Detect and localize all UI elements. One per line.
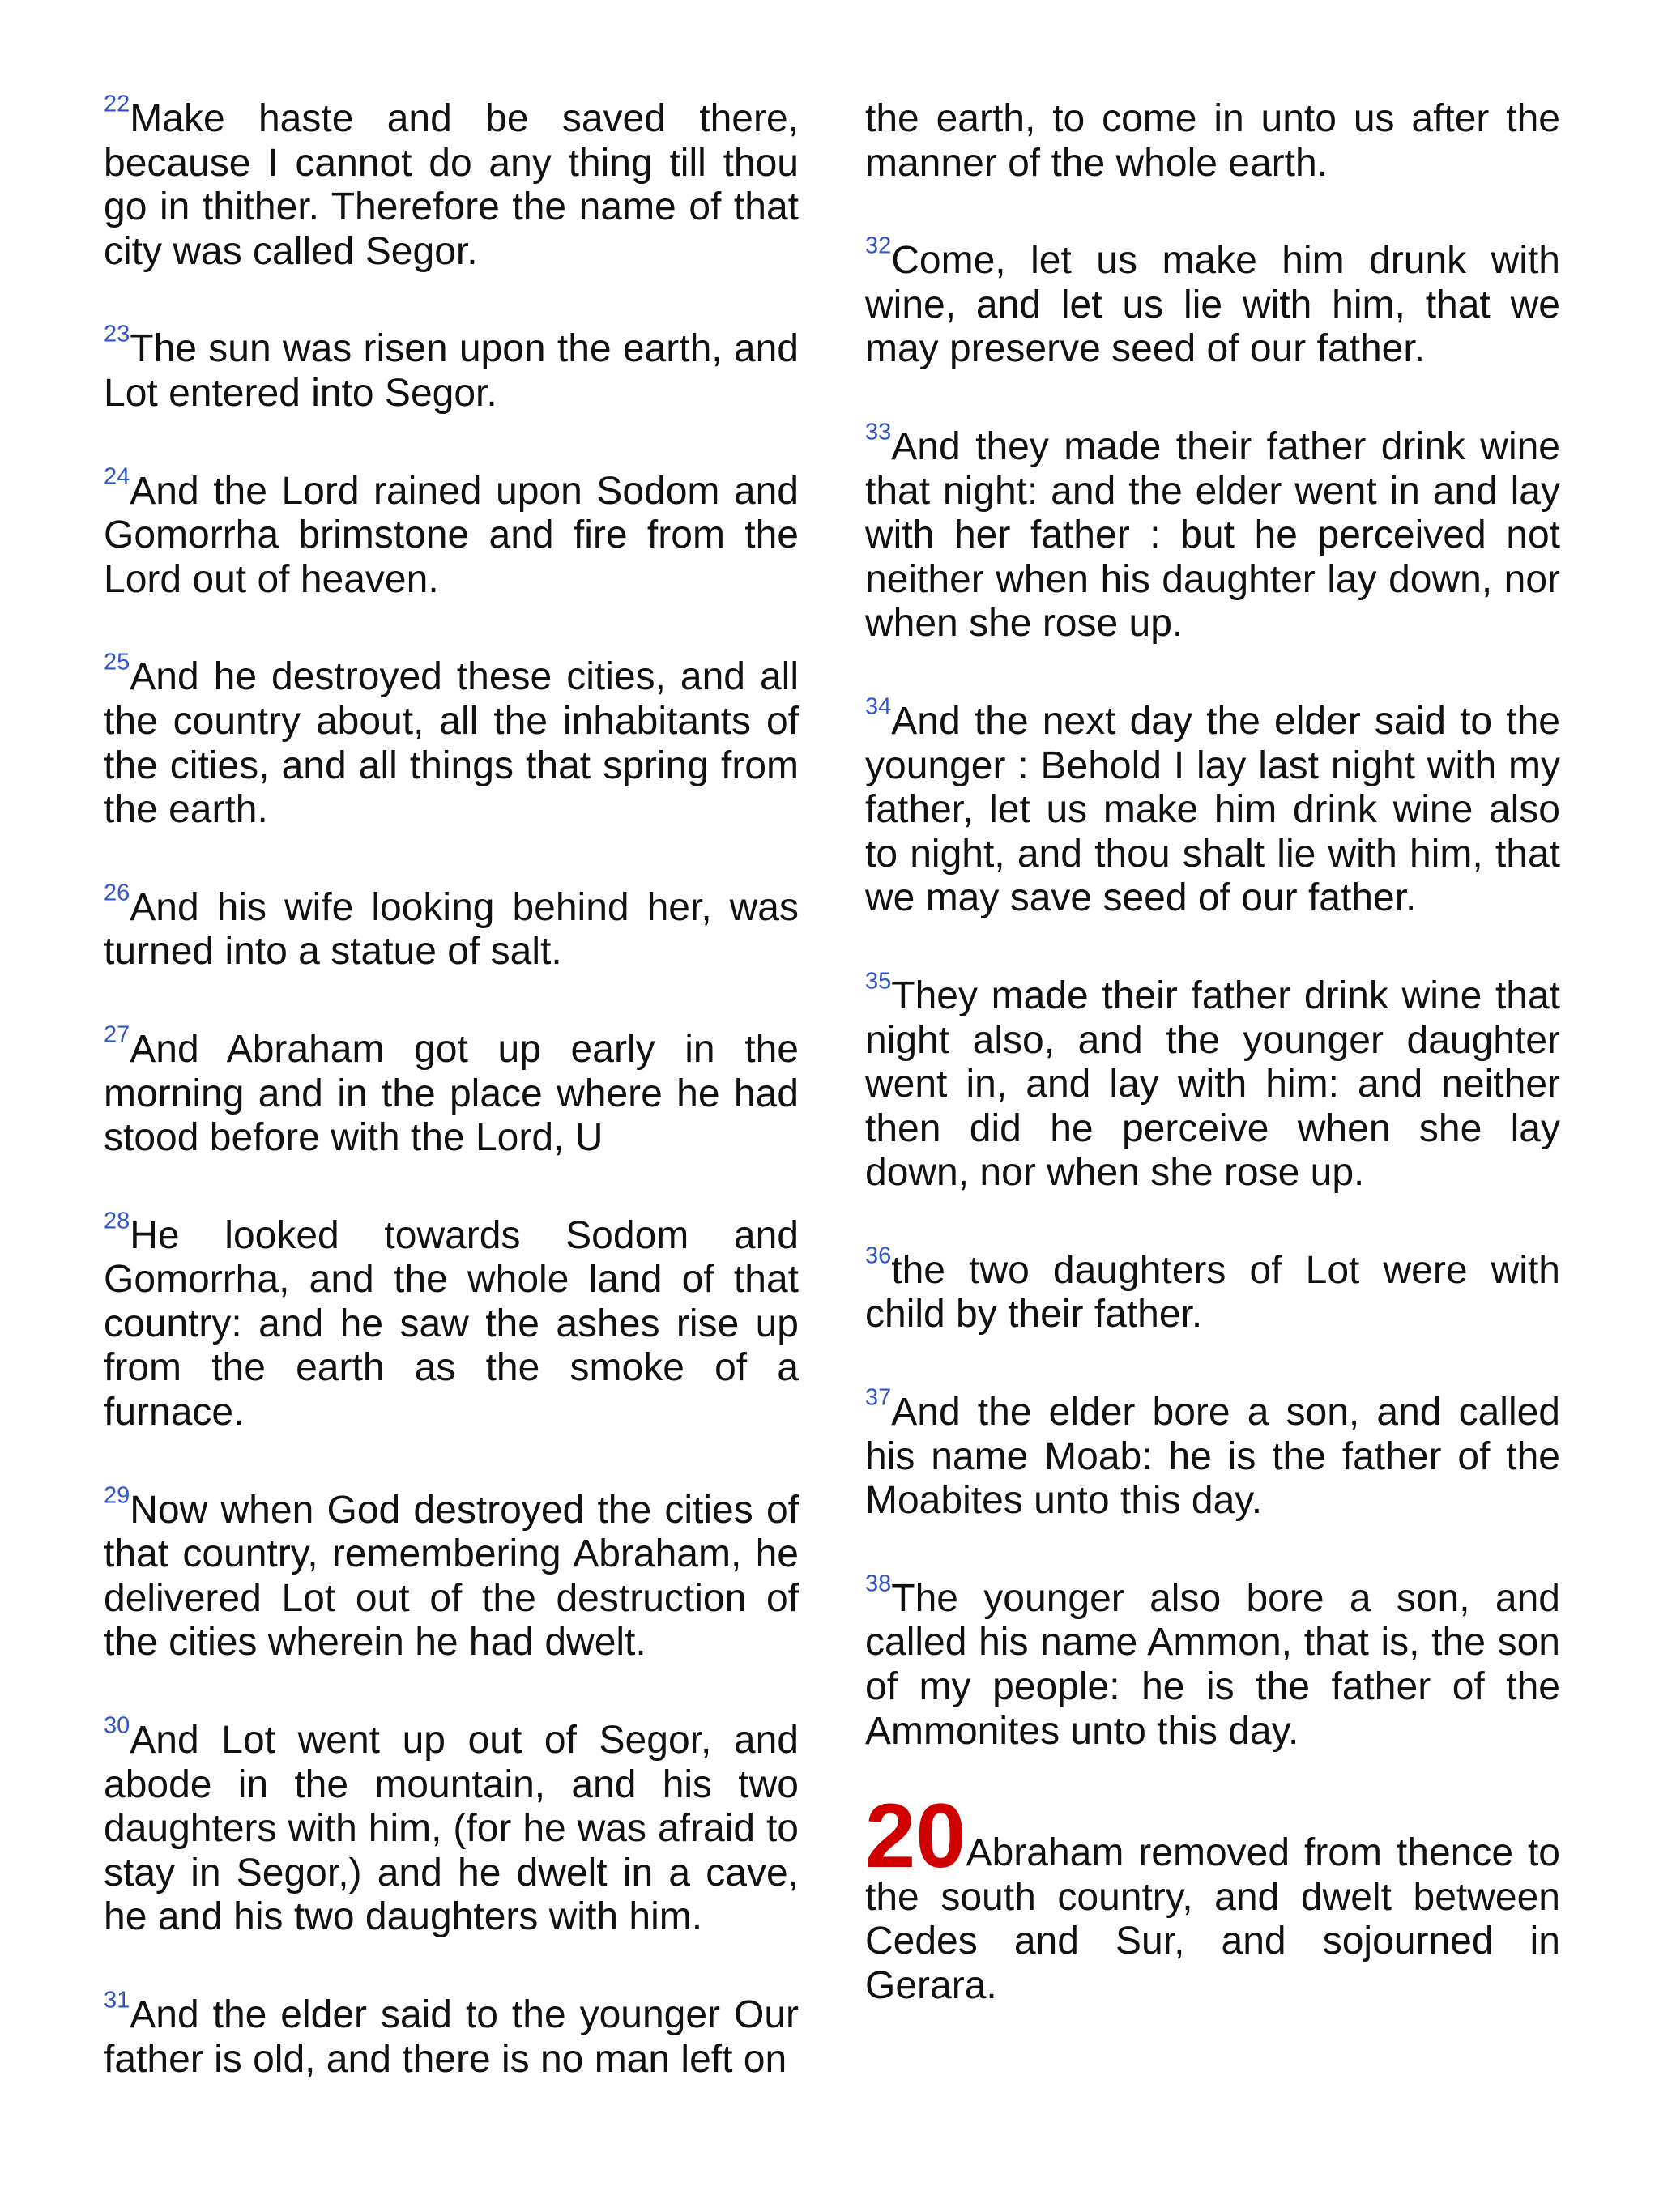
verse-30 bbox=[104, 1712, 799, 1940]
verse-text: And the Lord rained upon Sodom and Gomorrha brimstone and fire from the Lord out of heaven. bbox=[104, 469, 799, 601]
verse-text: Come, let us make him drunk with wine, and let us lie with him, that we may preserve seed of our father. bbox=[865, 239, 1560, 371]
verse-37 bbox=[865, 1384, 1560, 1524]
verse-28 bbox=[104, 1208, 799, 1435]
verse-number: 29 bbox=[104, 1482, 130, 1509]
verse-23 bbox=[104, 321, 799, 416]
verse-24 bbox=[104, 462, 799, 603]
verse-33 bbox=[865, 419, 1560, 646]
verse-34 bbox=[865, 693, 1560, 921]
verse-text: Make haste and be saved there, because I cannot do any thing till thou go in thither. Therefore the name of that city was called Segor. bbox=[104, 97, 799, 273]
verse-text: the two daughters of Lot were with child by their father. bbox=[865, 1248, 1560, 1336]
verse-number: 30 bbox=[104, 1712, 130, 1739]
spacer bbox=[865, 1807, 1560, 1831]
left-column bbox=[104, 91, 799, 2135]
verse-number: 35 bbox=[865, 968, 892, 995]
verse-number: 33 bbox=[865, 419, 892, 445]
verse-text: The sun was risen upon the earth, and Lot entered into Segor. bbox=[104, 327, 799, 415]
verse-text: And he destroyed these cities, and all the country about, all the inhabitants of the cities, and all things that spring from the earth. bbox=[104, 655, 799, 832]
verse-text: The younger also bore a son, and called his name Ammon, that is, the son of my people: he is the father of the Ammonites unto this day. bbox=[865, 1576, 1560, 1753]
verse-number: 31 bbox=[104, 1987, 130, 2014]
verse-text: And the elder bore a son, and called his name Moab: he is the father of the Moabites unto this day. bbox=[865, 1391, 1560, 1523]
verse-text: They made their father drink wine that night also, and the younger daughter went in, and lay with him: and neither then did he perceive when she lay down, nor when she rose up. bbox=[865, 974, 1560, 1195]
verse-text: Now when God destroyed the cities of that country, remembering Abraham, he delivered Lot out of the destruction of the cities wherein he had dwelt. bbox=[104, 1488, 799, 1664]
chapter-20-verse-1 bbox=[865, 1785, 1560, 2008]
verse-32 bbox=[865, 232, 1560, 372]
verse-number: 22 bbox=[104, 91, 130, 117]
verse-text: And the elder said to the younger Our father is old, and there is no man left on bbox=[104, 1993, 799, 2081]
verse-22 bbox=[104, 91, 799, 274]
verse-number: 23 bbox=[104, 321, 130, 347]
verse-text: Abraham removed from thence to the south country, and dwelt between Cedes and Sur, and sojourned in Gerara. bbox=[865, 1831, 1560, 2007]
verse-number: 38 bbox=[865, 1571, 892, 1597]
verse-29 bbox=[104, 1482, 799, 1665]
verse-35 bbox=[865, 968, 1560, 1196]
verse-38 bbox=[865, 1571, 1560, 1754]
verse-27 bbox=[104, 1021, 799, 1161]
verse-number: 37 bbox=[865, 1384, 892, 1411]
verse-36 bbox=[865, 1242, 1560, 1337]
verse-text: And Lot went up out of Segor, and abode in the mountain, and his two daughters with him, (for he was afraid to stay in Segor,) and he dwelt in a cave, he and his two daughters with him. bbox=[104, 1719, 799, 1939]
verse-text: And the next day the elder said to the younger : Behold I lay last night with my father, let us make him drink wine also to night, and thou shalt lie with him, that we may save seed of our father. bbox=[865, 699, 1560, 920]
verse-number: 36 bbox=[865, 1242, 892, 1269]
verse-25 bbox=[104, 649, 799, 832]
verse-text: And Abraham got up early in the morning and in the place where he had stood before with the Lord, U bbox=[104, 1027, 799, 1160]
verse-number: 26 bbox=[104, 880, 130, 906]
verse-text: He looked towards Sodom and Gomorrha, and the whole land of that country: and he saw the ashes rise up from the earth as the smoke of a furnace. bbox=[104, 1213, 799, 1434]
verse-number: 32 bbox=[865, 232, 892, 259]
verse-number: 28 bbox=[104, 1208, 130, 1234]
verse-text: And they made their father drink wine that night: and the elder went in and lay with her father : but he perceived not neither when his daughter lay down, nor when she rose up. bbox=[865, 424, 1560, 646]
verse-text: And his wife looking behind her, was turned into a statue of salt. bbox=[104, 885, 799, 974]
verse-31 bbox=[104, 1987, 799, 2082]
verse-26 bbox=[104, 880, 799, 974]
verse-text: the earth, to come in unto us after the manner of the whole earth. bbox=[865, 97, 1560, 185]
verse-number: 25 bbox=[104, 649, 130, 676]
right-column bbox=[865, 97, 1560, 2062]
verse-number: 24 bbox=[104, 462, 130, 489]
chapter-number: 20 bbox=[865, 1785, 966, 1887]
verse-31-continuation bbox=[865, 97, 1560, 185]
verse-number: 34 bbox=[865, 693, 892, 720]
verse-number: 27 bbox=[104, 1021, 130, 1048]
